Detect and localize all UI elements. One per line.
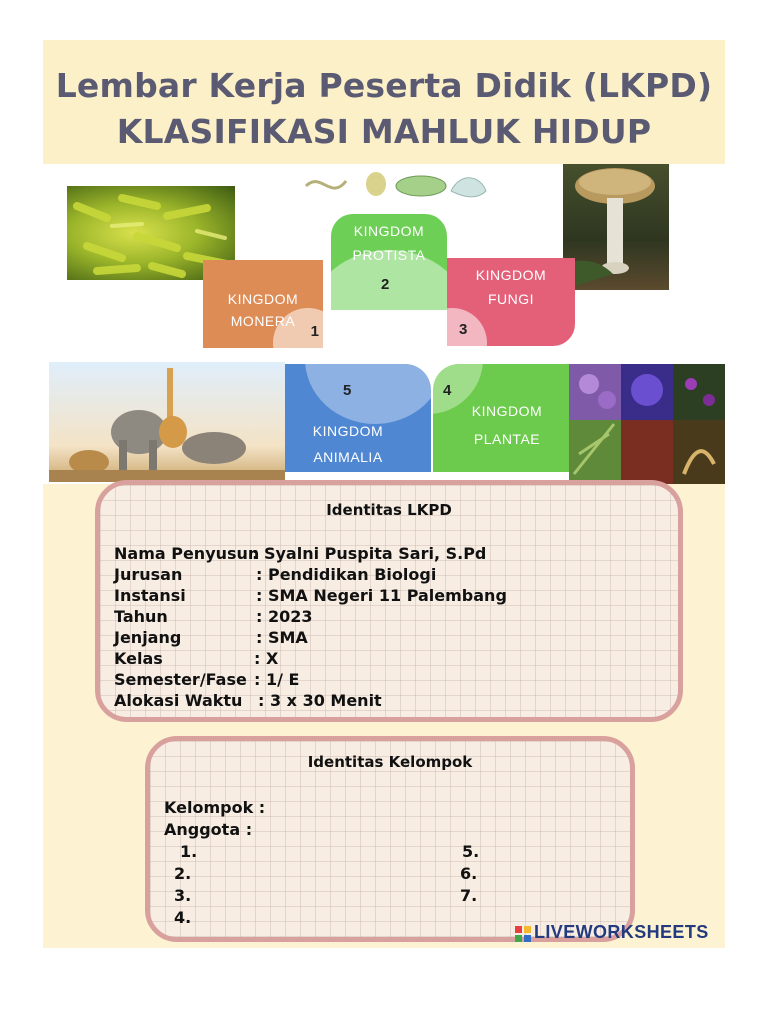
identitas-kelompok-heading: Identitas Kelompok	[307, 753, 473, 771]
label-nama-penyusun: Nama Penyusun	[114, 544, 260, 563]
page-subtitle: KLASIFIKASI MAHLUK HIDUP	[116, 112, 652, 151]
worksheet-page	[43, 40, 725, 948]
plantae-number: 4	[443, 382, 452, 399]
member-number-7: 7.	[460, 886, 478, 905]
monera-number: 1	[310, 323, 319, 340]
protista-label-1: KINGDOM	[353, 223, 425, 239]
protist-sketch	[301, 166, 491, 206]
page-title: Lembar Kerja Peserta Didik (LKPD)	[55, 66, 713, 105]
plantae-label-2: PLANTAE	[473, 431, 541, 447]
animalia-number: 5	[343, 382, 352, 399]
member-number-1: 1.	[180, 842, 198, 861]
liveworksheets-logo-icon	[515, 926, 531, 942]
value-semester-fase: : 1/ E	[254, 670, 300, 689]
liveworksheets-watermark[interactable]: LIVEWORKSHEETS	[534, 922, 709, 942]
label-jenjang: Jenjang	[114, 628, 182, 647]
label-semester-fase: Semester/Fase	[114, 670, 247, 689]
member-number-5: 5.	[462, 842, 480, 861]
kingdom-protista-card	[331, 214, 447, 310]
value-instansi: : SMA Negeri 11 Palembang	[256, 586, 507, 605]
label-jurusan: Jurusan	[114, 565, 183, 584]
fungi-label-1: KINGDOM	[475, 267, 547, 283]
member-number-4: 4.	[174, 908, 192, 927]
monera-label-2: MONERA	[230, 313, 296, 329]
kingdom-fungi-card	[447, 258, 575, 346]
value-kelas: : X	[254, 649, 279, 668]
value-jurusan: : Pendidikan Biologi	[256, 565, 437, 584]
plantae-label-1: KINGDOM	[471, 403, 543, 419]
label-instansi: Instansi	[114, 586, 186, 605]
identitas-lkpd-box	[95, 480, 683, 722]
kelompok-label: Kelompok :	[164, 798, 266, 817]
member-number-3: 3.	[174, 886, 192, 905]
value-tahun: : 2023	[256, 607, 313, 626]
value-nama-penyusun: : Syalni Puspita Sari, S.Pd	[252, 544, 487, 563]
kingdom-diagram	[43, 164, 725, 484]
label-alokasi-waktu: Alokasi Waktu	[114, 691, 243, 710]
animals-photo	[49, 362, 285, 482]
fungi-number: 3	[459, 321, 468, 338]
animalia-label-1: KINGDOM	[312, 423, 384, 439]
member-number-6: 6.	[460, 864, 478, 883]
animalia-label-2: ANIMALIA	[313, 449, 383, 465]
protista-number: 2	[381, 276, 390, 293]
kingdom-plantae-card	[433, 364, 569, 472]
protista-label-2: PROTISTA	[352, 247, 426, 263]
mushroom-photo	[563, 164, 669, 290]
label-kelas: Kelas	[114, 649, 163, 668]
anggota-label: Anggota :	[164, 820, 253, 839]
label-tahun: Tahun	[114, 607, 168, 626]
plants-photo	[569, 364, 725, 484]
kingdom-animalia-card	[285, 364, 431, 472]
kingdom-monera-card	[203, 260, 323, 348]
identitas-kelompok-box	[145, 736, 635, 942]
identitas-lkpd-heading: Identitas LKPD	[326, 501, 452, 519]
animalia-circle	[305, 364, 431, 424]
monera-label-1: KINGDOM	[227, 291, 299, 307]
member-number-2: 2.	[174, 864, 192, 883]
value-jenjang: : SMA	[256, 628, 308, 647]
title-band	[43, 40, 725, 164]
fungi-label-2: FUNGI	[487, 291, 535, 307]
value-alokasi-waktu: : 3 x 30 Menit	[258, 691, 382, 710]
